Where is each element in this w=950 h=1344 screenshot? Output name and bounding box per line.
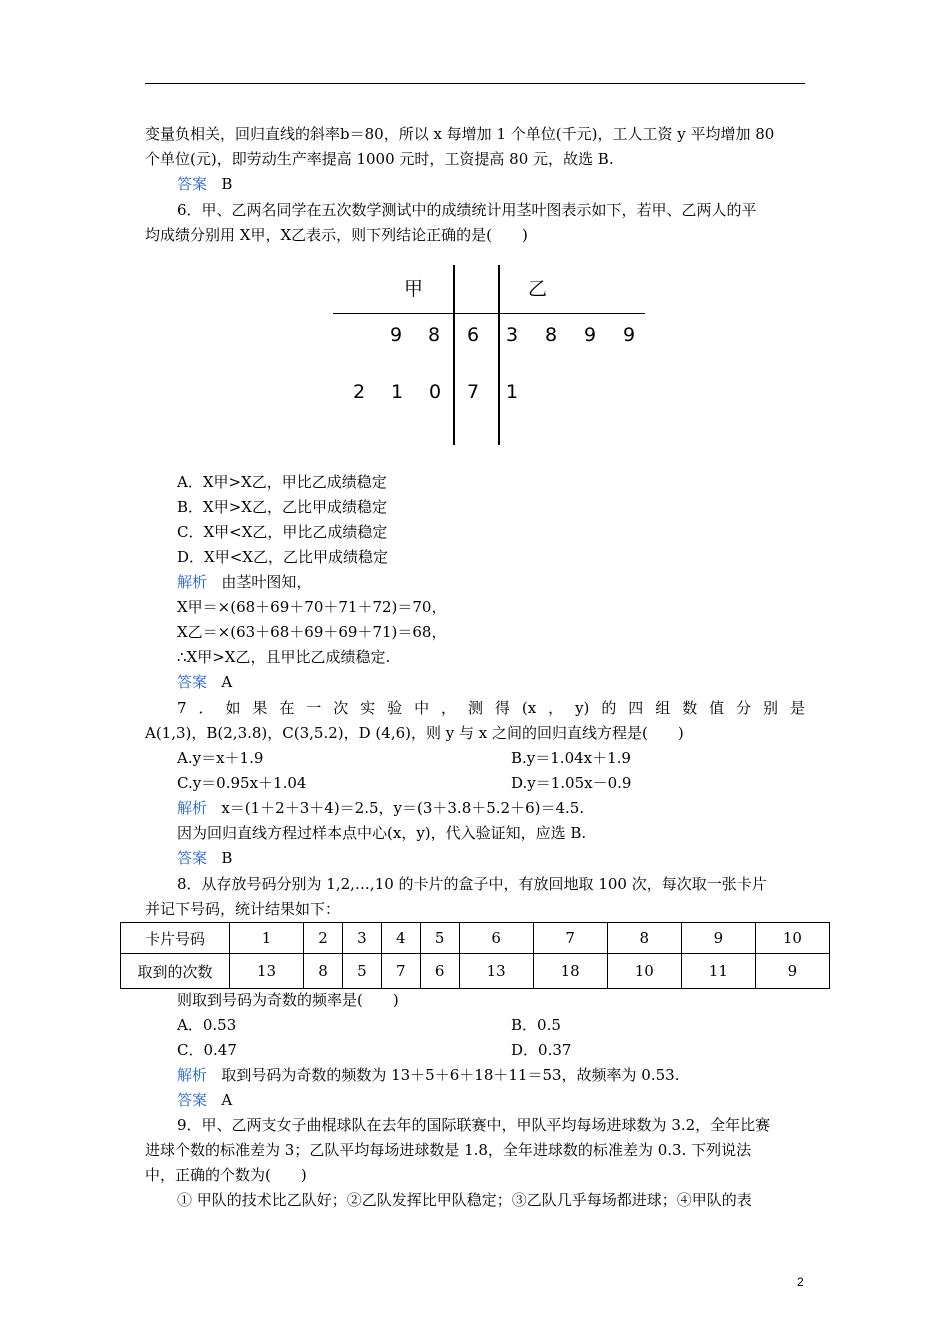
q6-calc-1: X甲＝×(68＋69＋70＋71＋72)＝70， xyxy=(177,598,447,616)
table-cell: 7 xyxy=(381,954,420,989)
q7-line-1: 7．如果在一次实验中，测得(x，y)的四组数值分别是 xyxy=(177,699,805,717)
table-row xyxy=(121,923,830,954)
q9-line-2: 进球个数的标准差为 3；乙队平均每场进球数是 1.8，全年进球数的标准差为 0.3. 下列说法 xyxy=(145,1141,752,1159)
answer-value: A xyxy=(221,673,233,691)
table-cell: 8 xyxy=(607,923,681,954)
prev-line-1: 变量负相关，回归直线的斜率b＝80，所以 x 每增加 1 个单位(千元)，工人工资 y 平均增加 80 xyxy=(145,125,775,143)
q7-answer xyxy=(177,848,232,868)
table-cell: 7 xyxy=(533,923,607,954)
table-cell: 5 xyxy=(420,923,459,954)
q6-calc-3: ∴X甲>X乙，且甲比乙成绩稳定. xyxy=(177,648,391,666)
q6-answer xyxy=(177,672,232,692)
answer-label: 答案 xyxy=(177,175,208,193)
analysis-text: 取到号码为奇数的频数为 13＋5＋6＋18＋11＝53，故频率为 0.53. xyxy=(221,1066,680,1084)
q9-line-1: 9．甲、乙两支女子曲棍球队在去年的国际联赛中，甲队平均每场进球数为 3.2，全年比赛 xyxy=(177,1116,771,1134)
q8-line-2: 并记下号码，统计结果如下： xyxy=(145,900,341,918)
q7-option-b: B.y＝1.04x＋1.9 xyxy=(511,749,631,767)
table-cell: 3 xyxy=(342,923,381,954)
q7-analysis xyxy=(177,798,584,818)
leaf-left: 9 xyxy=(390,324,403,346)
q8-option-d: D．0.37 xyxy=(511,1041,572,1059)
table-cell: 2 xyxy=(304,923,343,954)
analysis-text: x＝(1＋2＋3＋4)＝2.5，y＝(3＋3.8＋5.2＋6)＝4.5. xyxy=(221,799,585,817)
table-cell: 18 xyxy=(533,954,607,989)
q6-option-d: D．X甲<X乙，乙比甲成绩稳定 xyxy=(177,548,388,566)
stem: 6 xyxy=(467,324,480,346)
leaf-right: 3 xyxy=(506,324,519,346)
q6-line-1: 6．甲、乙两名同学在五次数学测试中的成绩统计用茎叶图表示如下，若甲、乙两人的平 xyxy=(177,201,757,219)
answer-label: 答案 xyxy=(177,1091,208,1109)
q6-analysis xyxy=(177,572,311,592)
table-header-cell: 卡片号码 xyxy=(121,923,230,954)
leaf-left: 0 xyxy=(429,381,442,403)
leaf-left: 8 xyxy=(428,324,441,346)
table-header-cell: 取到的次数 xyxy=(121,954,230,989)
table-cell: 6 xyxy=(420,954,459,989)
q7-option-d: D.y＝1.05x－0.9 xyxy=(511,774,632,792)
q6-line-2: 均成绩分别用 X甲，X乙表示，则下列结论正确的是( ) xyxy=(145,226,528,244)
q7-line-2: A(1,3)，B(2,3.8)，C(3,5.2)，D (4,6)，则 y 与 x 之间的回归直线方程是( ) xyxy=(145,724,684,742)
leaf-left: 1 xyxy=(391,381,404,403)
q8-line-3: 则取到号码为奇数的频率是( ) xyxy=(177,991,399,1009)
q7-analysis-2: 因为回归直线方程过样本点中心(x，y)，代入验证知，应选 B. xyxy=(177,824,587,842)
table-cell: 1 xyxy=(230,923,304,954)
q6-calc-2: X乙＝×(63＋68＋69＋69＋71)＝68， xyxy=(177,623,447,641)
page-number: 2 xyxy=(797,1275,804,1289)
stem: 7 xyxy=(467,381,480,403)
q8-option-a: A．0.53 xyxy=(177,1016,237,1034)
table-cell: 10 xyxy=(607,954,681,989)
header-rule xyxy=(145,83,805,84)
answer-label: 答案 xyxy=(177,673,208,691)
stem-leaf-header-left: 甲 xyxy=(404,278,424,300)
table-cell: 9 xyxy=(681,923,755,954)
stem-leaf-vline-right xyxy=(498,265,500,445)
q8-analysis xyxy=(177,1065,679,1085)
analysis-label: 解析 xyxy=(177,799,208,817)
answer-value: B xyxy=(221,175,233,193)
q7-option-a: A.y＝x＋1.9 xyxy=(177,749,264,767)
table-cell: 6 xyxy=(459,923,533,954)
q8-line-1: 8．从存放号码分别为 1,2,…,10 的卡片的盒子中，有放回地取 100 次，每次取一张卡片 xyxy=(177,875,767,893)
stem-leaf-plot xyxy=(333,265,645,445)
prev-answer xyxy=(177,174,232,194)
q8-option-b: B．0.5 xyxy=(511,1016,561,1034)
leaf-right: 1 xyxy=(506,381,519,403)
cards-table xyxy=(120,922,830,989)
q9-line-4: ① 甲队的技术比乙队好；②乙队发挥比甲队稳定；③乙队几乎每场都进球；④甲队的表 xyxy=(177,1191,752,1209)
prev-line-2: 个单位(元)，即劳动生产率提高 1000 元时，工资提高 80 元，故选 B. xyxy=(145,150,614,168)
leaf-right: 9 xyxy=(584,324,597,346)
analysis-text: 由茎叶图知， xyxy=(221,573,312,591)
table-cell: 4 xyxy=(381,923,420,954)
stem-leaf-hline xyxy=(333,313,645,314)
stem-leaf-vline-left xyxy=(453,265,455,445)
table-cell: 13 xyxy=(459,954,533,989)
leaf-left: 2 xyxy=(353,381,366,403)
analysis-label: 解析 xyxy=(177,573,208,591)
q8-option-c: C．0.47 xyxy=(177,1041,237,1059)
q9-line-3: 中，正确的个数为( ) xyxy=(145,1166,307,1184)
table-cell: 9 xyxy=(755,954,829,989)
stem-leaf-header-right: 乙 xyxy=(528,278,548,300)
q6-option-b: B．X甲>X乙，乙比甲成绩稳定 xyxy=(177,498,387,516)
q6-option-a: A．X甲>X乙，甲比乙成绩稳定 xyxy=(177,473,387,491)
table-cell: 11 xyxy=(681,954,755,989)
table-row xyxy=(121,954,830,989)
leaf-right: 9 xyxy=(623,324,636,346)
table-cell: 8 xyxy=(304,954,343,989)
table-cell: 10 xyxy=(755,923,829,954)
analysis-label: 解析 xyxy=(177,1066,208,1084)
q7-option-c: C.y＝0.95x＋1.04 xyxy=(177,774,307,792)
answer-value: B xyxy=(221,849,233,867)
q8-answer xyxy=(177,1090,232,1110)
answer-value: A xyxy=(221,1091,233,1109)
table-cell: 13 xyxy=(230,954,304,989)
answer-label: 答案 xyxy=(177,849,208,867)
table-cell: 5 xyxy=(342,954,381,989)
leaf-right: 8 xyxy=(545,324,558,346)
q6-option-c: C．X甲<X乙，甲比乙成绩稳定 xyxy=(177,523,388,541)
